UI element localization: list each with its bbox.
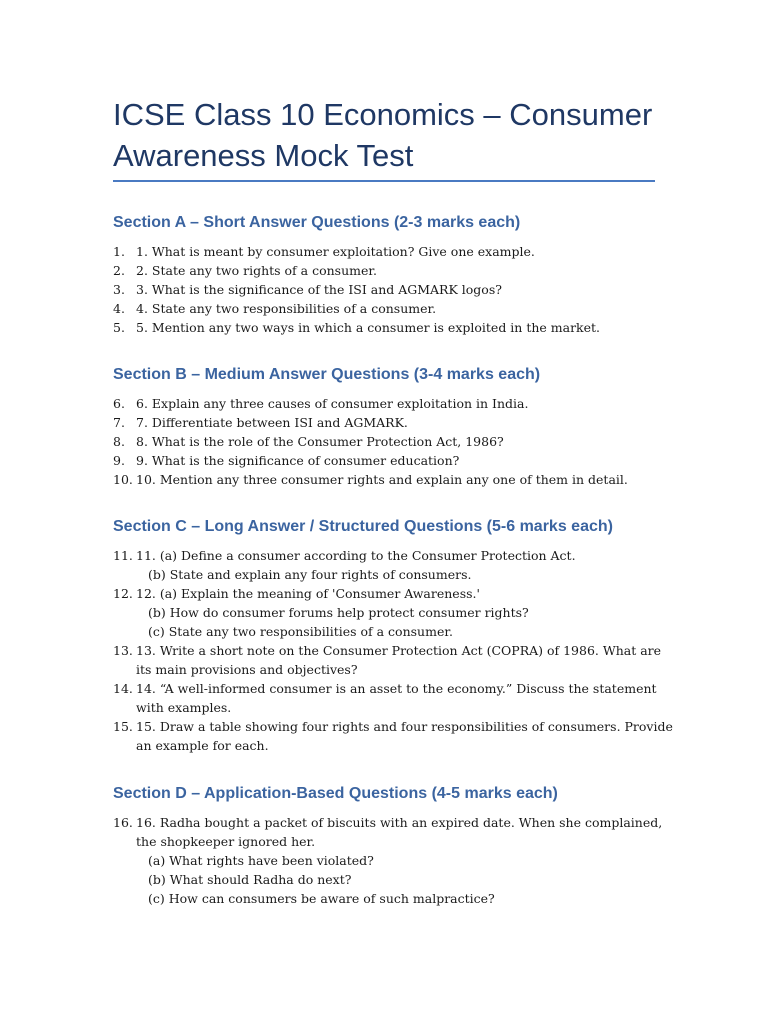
question-number: 4. (113, 301, 125, 316)
question-text: 10. Mention any three consumer rights and explain any one of them in detail. (136, 472, 628, 487)
question-text: 7. Differentiate between ISI and AGMARK. (136, 415, 408, 430)
question-text: 12. (a) Explain the meaning of 'Consumer Awareness.' (136, 586, 480, 601)
question-item (113, 584, 673, 641)
section-a (113, 213, 673, 337)
question-item (113, 679, 673, 717)
question-text: 8. What is the role of the Consumer Protection Act, 1986? (136, 434, 504, 449)
question-item (113, 318, 673, 337)
question-item (113, 394, 673, 413)
document-title: ICSE Class 10 Economics – Consumer Awareness Mock Test (113, 97, 653, 173)
question-number: 3. (113, 282, 125, 297)
section-c (113, 517, 673, 755)
question-text: 16. Radha bought a packet of biscuits with an expired date. When she complained, the shopkeeper ignored her. (136, 815, 663, 849)
question-subpart: (c) State any two responsibilities of a consumer. (148, 624, 453, 639)
question-item (113, 451, 673, 470)
question-number: 6. (113, 396, 125, 411)
question-item (113, 641, 673, 679)
question-number: 9. (113, 453, 125, 468)
question-number: 7. (113, 415, 125, 430)
question-text: 3. What is the significance of the ISI and AGMARK logos? (136, 282, 502, 297)
question-subpart: (b) State and explain any four rights of consumers. (148, 567, 472, 582)
question-number: 10. (113, 472, 133, 487)
title-underline (113, 180, 655, 182)
section-heading: Section A – Short Answer Questions (2-3 marks each) (113, 214, 521, 231)
question-text: 9. What is the significance of consumer education? (136, 453, 460, 468)
section-heading: Section B – Medium Answer Questions (3-4 marks each) (113, 366, 541, 383)
question-item (113, 413, 673, 432)
question-text: 15. Draw a table showing four rights and four responsibilities of consumers. Provide an example for each. (136, 719, 673, 753)
question-number: 13. (113, 643, 133, 658)
question-text: 5. Mention any two ways in which a consumer is exploited in the market. (136, 320, 601, 335)
question-item (113, 261, 673, 280)
question-number: 1. (113, 244, 125, 259)
question-item (113, 546, 673, 584)
section-b (113, 365, 673, 489)
question-number: 12. (113, 586, 133, 601)
section-heading: Section C – Long Answer / Structured Questions (5-6 marks each) (113, 518, 613, 535)
question-number: 11. (113, 548, 133, 563)
question-subpart: (c) How can consumers be aware of such malpractice? (148, 891, 495, 906)
question-number: 14. (113, 681, 133, 696)
question-number: 5. (113, 320, 125, 335)
question-text: 11. (a) Define a consumer according to the Consumer Protection Act. (136, 548, 576, 563)
question-text: 13. Write a short note on the Consumer Protection Act (COPRA) of 1986. What are its main provisions and objectives? (136, 643, 662, 677)
question-item (113, 470, 673, 489)
question-text: 4. State any two responsibilities of a consumer. (136, 301, 437, 316)
question-subpart: (b) What should Radha do next? (148, 872, 352, 887)
section-d (113, 784, 673, 908)
question-item (113, 432, 673, 451)
question-item (113, 813, 673, 908)
question-item (113, 280, 673, 299)
question-number: 15. (113, 719, 133, 734)
question-number: 2. (113, 263, 125, 278)
question-text: 2. State any two rights of a consumer. (136, 263, 377, 278)
question-number: 8. (113, 434, 125, 449)
question-text: 1. What is meant by consumer exploitation? Give one example. (136, 244, 535, 259)
section-heading: Section D – Application-Based Questions (4-5 marks each) (113, 785, 558, 802)
question-item (113, 299, 673, 318)
question-text: 14. “A well-informed consumer is an asset to the economy.” Discuss the statement with examples. (136, 681, 657, 715)
question-subpart: (b) How do consumer forums help protect consumer rights? (148, 605, 529, 620)
question-item (113, 717, 673, 755)
question-item (113, 242, 673, 261)
question-subpart: (a) What rights have been violated? (148, 853, 374, 868)
question-number: 16. (113, 815, 133, 830)
question-text: 6. Explain any three causes of consumer exploitation in India. (136, 396, 529, 411)
